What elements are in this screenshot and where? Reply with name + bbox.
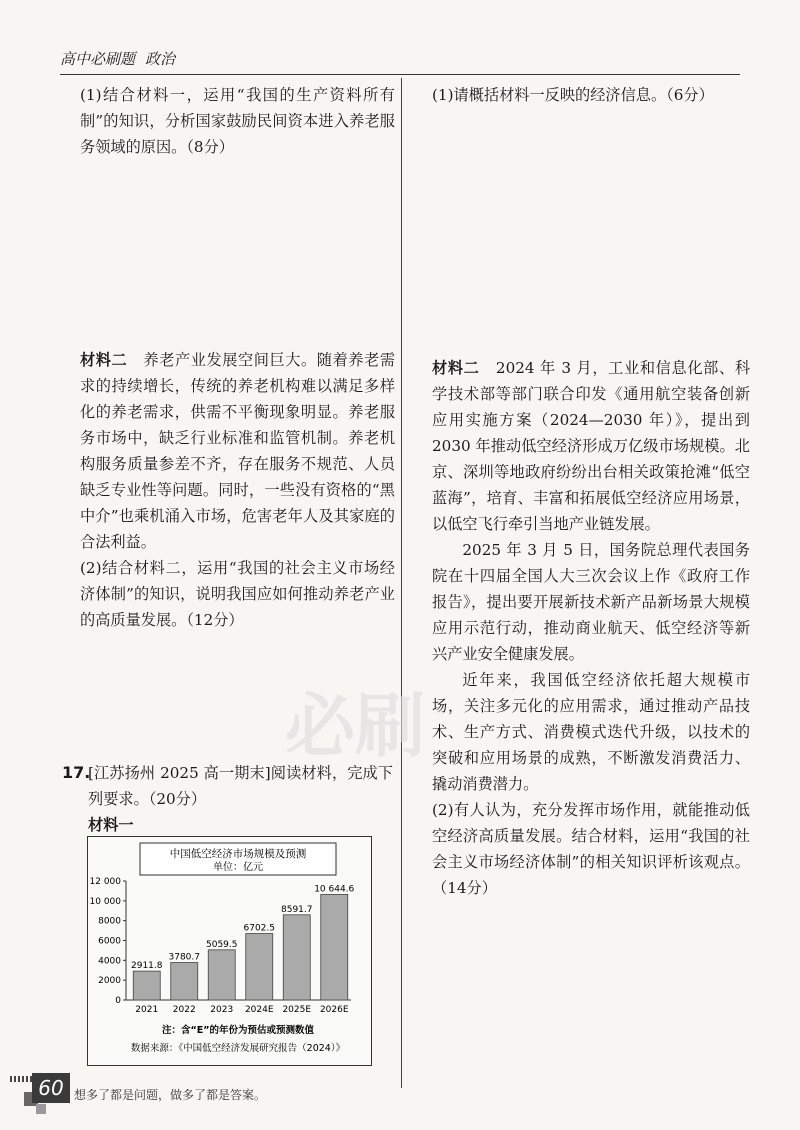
subject-name: 政治 [145, 50, 176, 68]
bar-value-label: 3780.7 [168, 952, 200, 963]
x-tick-label: 2023 [210, 1005, 234, 1015]
watermark: 必刷 [285, 685, 425, 767]
right-question-2: (2)有人认为，充分发挥市场作用，就能推动低空经济高质量发展。结合材料，运用“我国的社会主义市场经济体制”的相关知识评析该观点。（14分） [432, 801, 750, 897]
bar-2023 [208, 950, 235, 1000]
header-rule [60, 74, 740, 75]
x-tick-label: 2026E [319, 1005, 349, 1015]
chart-source: 数据来源：《中国低空经济发展研究报告（2024）》 [130, 1043, 346, 1054]
material-2-label: 材料二 [80, 351, 128, 369]
footer-dots [10, 1076, 34, 1082]
page-number: 60 [32, 1073, 70, 1103]
material-2-paragraph-1: 2024 年 3 月，工业和信息化部、科学技术部等部门联合印发《通用航空装备创新应用实施方案（2024—2030 年）》，提出到 2030 年推动低空经济形成万亿级市场规模。北京、深圳等地政府纷纷出台相关政策抢滩“低空蓝海”，培育、丰富和拓展低空经济应用场景，以低空飞行牵引当地产业链发展。 [432, 359, 751, 533]
question-17-prompt: [江苏扬州 2025 高一期末]阅读材料，完成下列要求。（20分） [88, 764, 393, 808]
question-17 [88, 760, 393, 838]
x-tick-label: 2025E [282, 1005, 312, 1015]
material-1-label: 材料一 [88, 816, 134, 834]
running-header [60, 48, 175, 69]
right-material-2-label: 材料二 [432, 359, 480, 377]
bar-chart [88, 837, 371, 1065]
left-material-2 [80, 347, 395, 633]
material-2-paragraph-2: 2025 年 3 月 5 日，国务院总理代表国务院在十四届全国人大三次会议上作《政府工作报告》，提出要开展新技术新产品新场景大规模应用示范行动，推动商业航天、低空经济等新兴产业安全健康发展。 [432, 541, 750, 663]
bar-2025E [283, 915, 310, 1000]
column-divider [401, 78, 402, 1088]
bar-2022 [171, 963, 198, 1000]
y-tick-label: 12 000 [89, 877, 121, 887]
y-tick-label: 2000 [98, 976, 121, 987]
bar-value-label: 10 644.6 [314, 884, 355, 895]
y-tick-label: 0 [115, 996, 121, 1006]
chart-title: 中国低空经济市场规模及预测 [169, 848, 307, 860]
left-question-2: (2)结合材料二，运用“我国的社会主义市场经济体制”的知识，说明我国应如何推动养老产业的高质量发展。（12分） [80, 559, 395, 629]
material-2-paragraph-3: 近年来，我国低空经济依托超大规模市场，关注多元化的应用需求，通过推动产品技术、生产方式、消费模式迭代升级，以技术的突破和应用场景的成熟，不断激发消费活力、撬动消费潜力。 [432, 671, 750, 793]
chart-unit: 单位：亿元 [213, 862, 263, 873]
question-17-number: 17. [62, 763, 91, 782]
right-question-1: (1)请概括材料一反映的经济信息。（6分） [432, 86, 714, 104]
footer-square-decoration-small [36, 1104, 46, 1114]
bar-value-label: 6702.5 [243, 923, 275, 934]
book-title: 高中必刷题 [60, 50, 136, 68]
material-2-text: 养老产业发展空间巨大。随着养老需求的持续增长，传统的养老机构难以满足多样化的养老需求，供需不平衡现象明显。养老服务市场中，缺乏行业标准和监管机制。养老机构服务质量参差不齐，存在服务不规范、人员缺乏专业性等问题。同时，一些没有资格的“黑中介”也乘机涌入市场，危害老年人及其家庭的合法利益。 [80, 351, 396, 551]
x-tick-label: 2022 [172, 1005, 196, 1015]
footer-motto: 想多了都是问题，做多了都是答案。 [74, 1088, 267, 1102]
bar-2024E [246, 934, 273, 1000]
y-tick-label: 6000 [98, 936, 121, 947]
bar-2021 [133, 971, 160, 1000]
chart-container [87, 836, 372, 1066]
y-tick-label: 8000 [98, 916, 121, 927]
y-tick-label: 10 000 [89, 896, 121, 907]
y-tick-label: 4000 [98, 956, 121, 967]
right-material-2 [432, 355, 750, 901]
bar-value-label: 2911.8 [131, 961, 163, 972]
chart-note: 注：含“E”的年份为预估或预测数值 [162, 1025, 314, 1036]
x-tick-label: 2024E [244, 1005, 274, 1015]
left-question-1: (1)结合材料一，运用“我国的生产资料所有制”的知识，分析国家鼓励民间资本进入养老服务领域的原因。（8分） [80, 86, 395, 156]
bar-value-label: 8591.7 [281, 904, 313, 915]
x-tick-label: 2021 [135, 1005, 159, 1015]
bar-2026E [321, 894, 348, 1000]
bar-value-label: 5059.5 [206, 939, 238, 950]
